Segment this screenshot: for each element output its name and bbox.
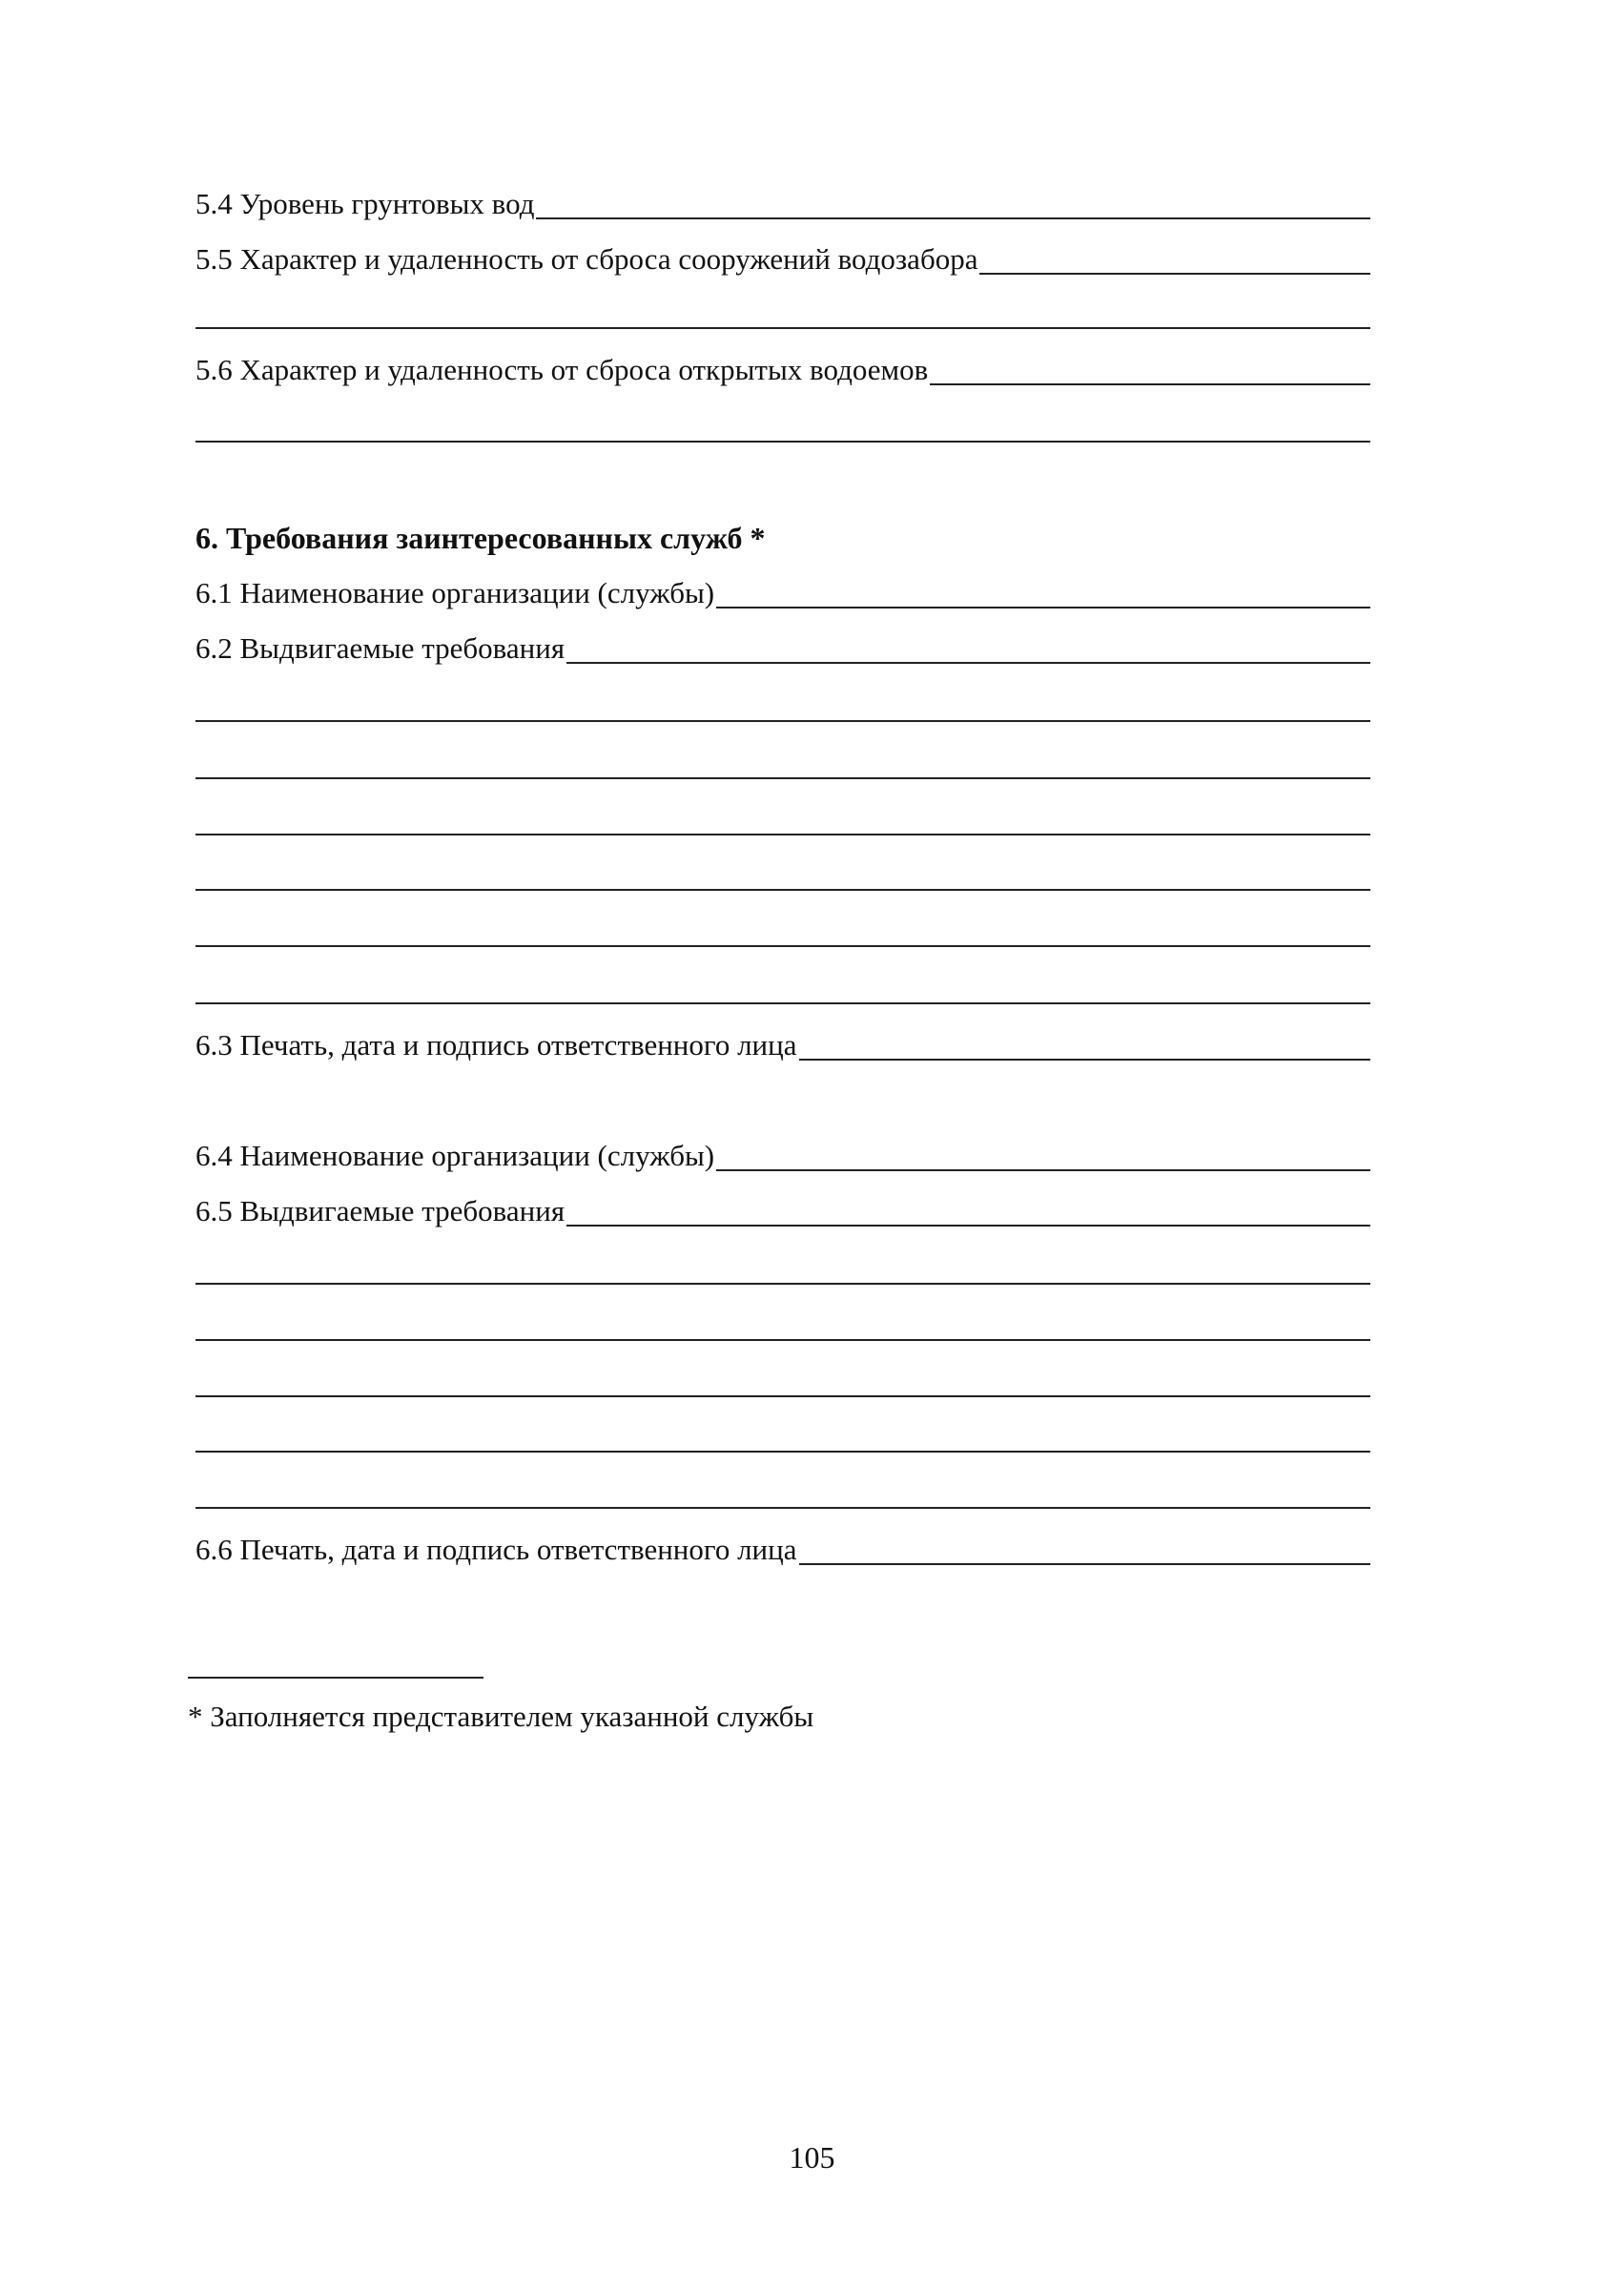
field-6-2-line[interactable]: [195, 834, 1370, 835]
field-6-2-line[interactable]: [195, 1002, 1370, 1004]
field-6-5-label: 6.5 Выдвигаемые требования: [195, 1194, 565, 1227]
field-6-2-blank[interactable]: [566, 662, 1370, 664]
field-6-5-line[interactable]: [195, 1451, 1370, 1453]
field-6-2-line[interactable]: [195, 889, 1370, 891]
field-6-6-blank[interactable]: [799, 1563, 1371, 1565]
field-6-2-line[interactable]: [195, 777, 1370, 779]
field-5-5-water-intake: [195, 242, 1370, 277]
footnote-text: * Заполняется представителем указанной службы: [188, 1700, 814, 1733]
field-6-5-requirements: [195, 1194, 1370, 1228]
field-6-4-blank[interactable]: [716, 1169, 1370, 1171]
field-6-3-blank[interactable]: [799, 1059, 1371, 1061]
field-6-5-line[interactable]: [195, 1339, 1370, 1341]
field-6-6-label: 6.6 Печать, дата и подпись ответственного лица: [195, 1533, 797, 1566]
field-5-6-label: 5.6 Характер и удаленность от сброса открытых водоемов: [195, 353, 929, 386]
field-6-2-line[interactable]: [195, 945, 1370, 947]
field-6-2-line[interactable]: [195, 720, 1370, 722]
field-6-6-signature: [195, 1533, 1370, 1567]
field-6-1-blank[interactable]: [716, 607, 1370, 608]
field-5-5-continuation-line[interactable]: [195, 327, 1370, 329]
field-5-6-blank[interactable]: [930, 383, 1370, 385]
field-6-1-organization: [195, 576, 1370, 610]
field-6-1-label: 6.1 Наименование организации (службы): [195, 576, 715, 609]
field-6-2-requirements: [195, 631, 1370, 666]
field-5-4-label: 5.4 Уровень грунтовых вод: [195, 187, 535, 220]
page-number: 105: [789, 2140, 835, 2175]
field-6-5-blank[interactable]: [566, 1225, 1370, 1227]
field-6-4-label: 6.4 Наименование организации (службы): [195, 1139, 715, 1172]
field-5-5-blank[interactable]: [979, 273, 1370, 275]
field-6-5-line[interactable]: [195, 1395, 1370, 1397]
field-6-4-organization: [195, 1139, 1370, 1173]
field-5-6-open-reservoirs: [195, 353, 1370, 387]
field-5-6-continuation-line[interactable]: [195, 441, 1370, 443]
field-6-5-line[interactable]: [195, 1283, 1370, 1285]
field-6-2-label: 6.2 Выдвигаемые требования: [195, 631, 565, 665]
field-5-5-label: 5.5 Характер и удаленность от сброса сооружений водозабора: [195, 242, 978, 276]
field-6-5-line[interactable]: [195, 1507, 1370, 1509]
field-5-4-blank[interactable]: [536, 217, 1370, 219]
field-6-3-label: 6.3 Печать, дата и подпись ответственного лица: [195, 1028, 797, 1062]
footnote-separator: [188, 1677, 483, 1679]
field-5-4-groundwater-level: [195, 187, 1370, 221]
field-6-3-signature: [195, 1028, 1370, 1062]
section-6-heading: 6. Требования заинтересованных служб *: [195, 521, 766, 555]
